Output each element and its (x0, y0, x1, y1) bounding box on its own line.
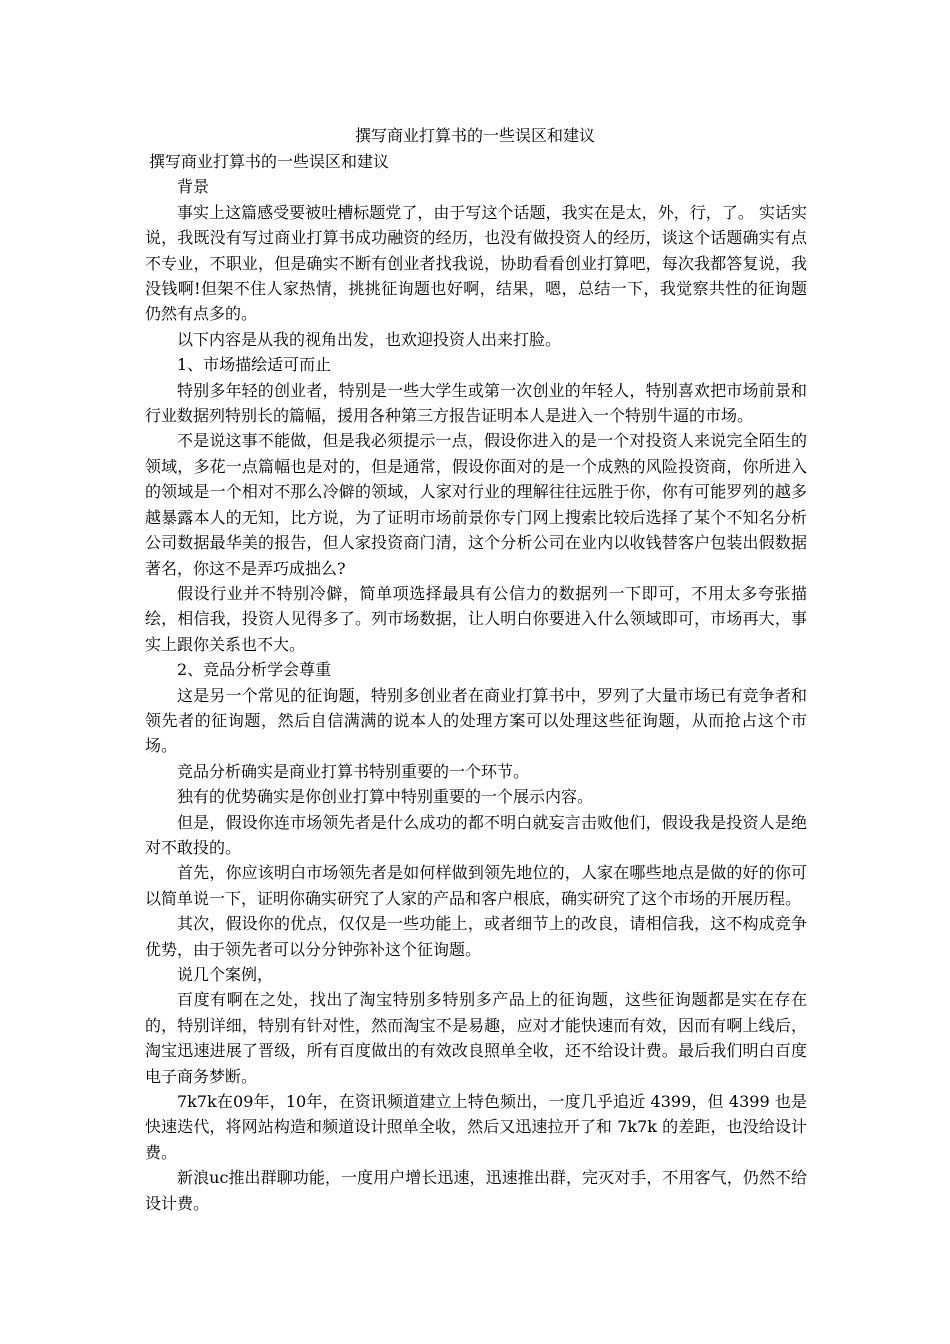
body-paragraph: 这是另一个常见的征询题，特别多创业者在商业打算书中，罗列了大量市场已有竞争者和领先者的征询题，然后自信满满的说本人的处理方案可以处理这些征询题，从而抢占这个市场。 (145, 685, 807, 756)
body-paragraph: 不是说这事不能做，但是我必须提示一点，假设你进入的是一个对投资人来说完全陌生的领域，多花一点篇幅也是对的，但是通常，假设你面对的是一个成熟的风险投资商，你所进入的领域是一个相对不那么冷僻的领域，人家对行业的理解往往远胜于你，你有可能罗列的越多越暴露本人的无知，比方说，为了证明市场前景你专门网上搜索比较后选择了某个不知名分析公司数据最华美的报告，但人家投资商门清，这个分析公司在业内以收钱替客户包装出假数据著名，你这不是弄巧成拙么? (145, 431, 807, 578)
body-paragraph: 其次，假设你的优点，仅仅是一些功能上，或者细节上的改良，请相信我，这不构成竞争优势，由于领先者可以分分钟弥补这个征询题。 (145, 914, 807, 959)
body-paragraph: 特别多年轻的创业者，特别是一些大学生或第一次创业的年轻人，特别喜欢把市场前景和行业数据列特别长的篇幅，援用各种第三方报告证明本人是进入一个特别牛逼的市场。 (145, 380, 807, 426)
document-subtitle: 撰写商业打算书的一些误区和建议 (149, 152, 390, 171)
section-heading-background: 背景 (177, 177, 210, 197)
section-heading-competition: 2、竞品分析学会尊重 (177, 660, 332, 680)
body-paragraph: 事实上这篇感受要被吐槽标题党了，由于写这个话题，我实在是太，外，行，了。 实话实说，我既没有写过商业打算书成功融资的经历，也没有做投资人的经历，谈这个话题确实有点不专业，不职业，但是确实不断有创业者找我说，协助看看创业打算吧，每次我都答复说，我没钱啊!但架不住人家热情，挑挑征询题也好啊，结果，嗯，总结一下，我觉察共性的征询题仍然有点多的。 (145, 202, 807, 324)
body-paragraph: 新浪uc推出群聊功能，一度用户增长迅速，迅速推出群，完灭对手，不用客气，仍然不给设计费。 (145, 1168, 807, 1213)
document-title: 撰写商业打算书的一些误区和建议 (354, 126, 595, 145)
body-paragraph: 百度有啊在之处，找出了淘宝特别多特别多产品上的征询题，这些征询题都是实在存在的，特别详细，特别有针对性，然而淘宝不是易趣，应对才能快速而有效，因而有啊上线后，淘宝迅速进展了晋级，所有百度做出的有效改良照单全收，还不给设计费。最后我们明白百度电子商务梦断。 (145, 990, 807, 1086)
document-body (145, 149, 807, 1216)
body-paragraph: 7k7k在09年，10年，在资讯频道建立上特色频出，一度几乎追近 4399，但 4399 也是快速迭代，将网站构造和频道设计照单全收，然后又迅速拉开了和 7k7k 的差距，也没给设计费。 (145, 1092, 807, 1162)
body-paragraph: 以下内容是从我的视角出发，也欢迎投资人出来打脸。 (177, 329, 562, 349)
body-paragraph: 假设行业并不特别冷僻，简单项选择最具有公信力的数据列一下即可，不用太多夸张描绘，相信我，投资人见得多了。列市场数据，让人明白你要进入什么领域即可，市场再大，事实上跟你关系也不大。 (145, 583, 807, 654)
body-paragraph: 竞品分析确实是商业打算书特别重要的一个环节。 (177, 761, 530, 781)
body-paragraph: 首先，你应该明白市场领先者是如何样做到领先地位的，人家在哪些地点是做的好的你可以简单说一下，证明你确实研究了人家的产品和客户根底，确实研究了这个市场的开展历程。 (145, 863, 807, 908)
section-heading-market: 1、市场描绘适可而止 (177, 355, 332, 375)
body-paragraph: 说几个案例， (177, 965, 274, 984)
body-paragraph: 独有的优势确实是你创业打算中特别重要的一个展示内容。 (177, 787, 594, 807)
body-paragraph: 但是，假设你连市场领先者是什么成功的都不明白就妄言击败他们，假设我是投资人是绝对不敢投的。 (145, 812, 807, 857)
